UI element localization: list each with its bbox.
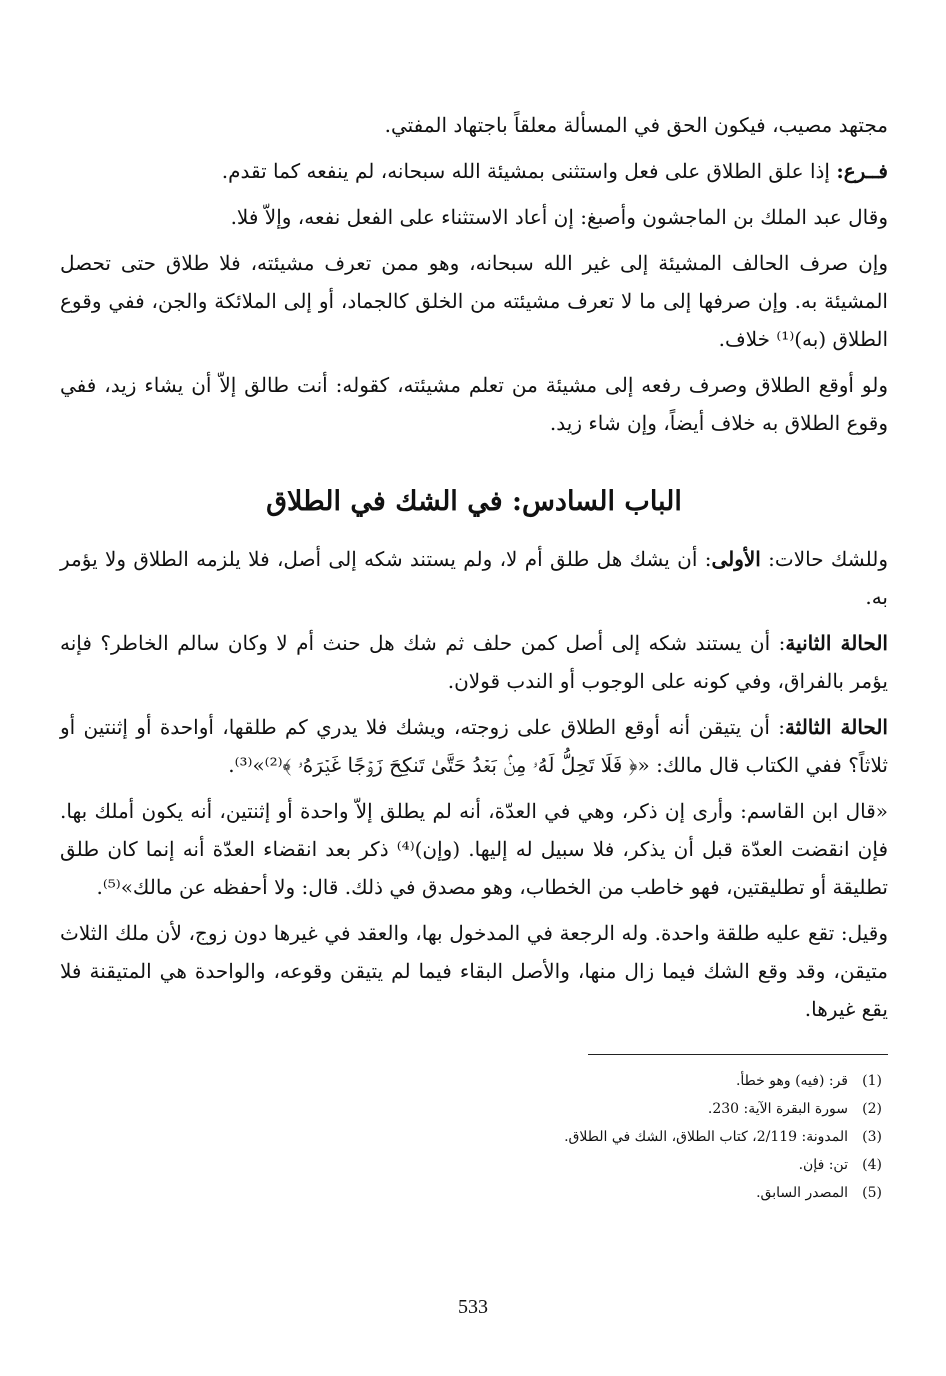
paragraph-1: مجتهد مصيب، فيكون الحق في المسألة معلقاً باجتهاد المفتي.: [384, 113, 888, 137]
far-text: إذا علق الطلاق على فعل واستثنى بمشيئة الله سبحانه، لم ينفعه كما تقدم.: [221, 159, 837, 183]
footnote-number: (4): [862, 1157, 882, 1173]
paragraph-5: ولو أوقع الطلاق وصرف رفعه إلى مشيئة من تعلم مشيئته، كقوله: أنت طالق إلاّ أن يشاء زيد، ففي وقوع الطلاق به خلاف أيضاً، وإن شاء زيد.: [60, 373, 888, 435]
footnote-number: (3): [862, 1129, 882, 1145]
case-first: [60, 540, 888, 616]
footnote-text: تن: فإن.: [798, 1157, 848, 1173]
footnote-text: المصدر السابق.: [756, 1185, 848, 1201]
page-number: 533: [458, 1296, 488, 1318]
case-second: [60, 624, 888, 700]
case-first-intro: وللشك حالات:: [760, 547, 888, 571]
paragraph-qil: وقيل: تقع عليه طلقة واحدة. وله الرجعة في المدخول بها، والعقد في غيرها دون زوج، لأن ملك الثلاث متيقن، وقد وقع الشك فيما زال منها، والأصل البقاء فيما لم يتيقن وقوعه، والواحدة هي المتيقنة فلا يقع غيرها.: [60, 921, 888, 1021]
case-third: [60, 708, 888, 784]
footnote-number: (5): [862, 1185, 882, 1201]
paragraph-4: وإن صرف الحالف المشيئة إلى غير الله سبحانه، وهو ممن تعرف مشيئته، فلا طلاق حتى تحصل المشيئة به. وإن صرفها إلى ما لا تعرف مشيئته من الخلق كالجماد، أو إلى الملائكة والجن، ففي وقوع الطلاق (به)⁽¹⁾ خلاف.: [60, 251, 888, 351]
footnote-separator: [588, 1054, 888, 1055]
case-first-text: : أن يشك هل طلق أم لا، ولم يستند شكه إلى أصل، فلا يلزمه الطلاق ولا يؤمر به.: [60, 547, 888, 609]
footnote-number: (2): [862, 1101, 882, 1117]
case-third-text: : أن يتيقن أنه أوقع الطلاق على زوجته، ويشك فلا يدري كم طلقها، أواحدة أو إثنتين أو ثلاثاً؟ ففي الكتاب قال مالك: «﴿ فَلَا تَحِلُّ لَهُۥ مِنۢ بَعۡدُ حَتَّىٰ تَنكِحَ زَوۡجًا غَيۡرَهُۥ ﴾⁽²⁾»⁽³⁾.: [60, 715, 888, 777]
footnote-text: سورة البقرة الآية: 230.: [707, 1101, 848, 1117]
paragraph-far: [60, 152, 888, 190]
footnote-item: [60, 1067, 888, 1095]
paragraph-3: وقال عبد الملك بن الماجشون وأصبغ: إن أعاد الاستثناء على الفعل نفعه، وإلاّ فلا.: [230, 205, 888, 229]
case-third-label: الحالة الثالثة: [784, 715, 888, 739]
case-second-label: الحالة الثانية: [785, 631, 888, 655]
case-first-label: الأولى: [711, 547, 761, 571]
footnote-item: [60, 1179, 888, 1207]
footnote-number: (1): [862, 1073, 882, 1089]
footnote-item: [60, 1123, 888, 1151]
footnote-item: [60, 1095, 888, 1123]
page-body: [60, 100, 888, 1350]
quote-ibn-alqasim: «قال ابن القاسم: وأرى إن ذكر، وهي في العدّة، أنه لم يطلق إلاّ واحدة أو إثنتين، أنه يكون أملك بها. فإن انقضت العدّة قبل أن يذكر، فلا سبيل له إليها. (وإن)⁽⁴⁾ ذكر بعد انقضاء العدّة أنه إنما كان طلق تطليقة أو تطليقتين، فهو خاطب من الخطاب، وهو مصدق في ذلك. قال: ولا أحفظه عن مالك»⁽⁵⁾.: [60, 799, 889, 899]
far-label: فــرع:: [836, 159, 888, 183]
footnote-item: [60, 1151, 888, 1179]
case-second-text: : أن يستند شكه إلى أصل كمن حلف ثم شك هل حنث أم لا وكان سالم الخاطر؟ فإنه يؤمر بالفراق، وفي كونه على الوجوب أو الندب قولان.: [60, 631, 888, 693]
footnote-text: قر: (فيه) وهو خطأ.: [735, 1073, 848, 1089]
footnotes: [60, 1067, 888, 1207]
footnote-text: المدونة: 2/119، كتاب الطلاق، الشك في الطلاق.: [564, 1129, 848, 1145]
chapter-heading: الباب السادس: في الشك في الطلاق: [266, 486, 682, 517]
